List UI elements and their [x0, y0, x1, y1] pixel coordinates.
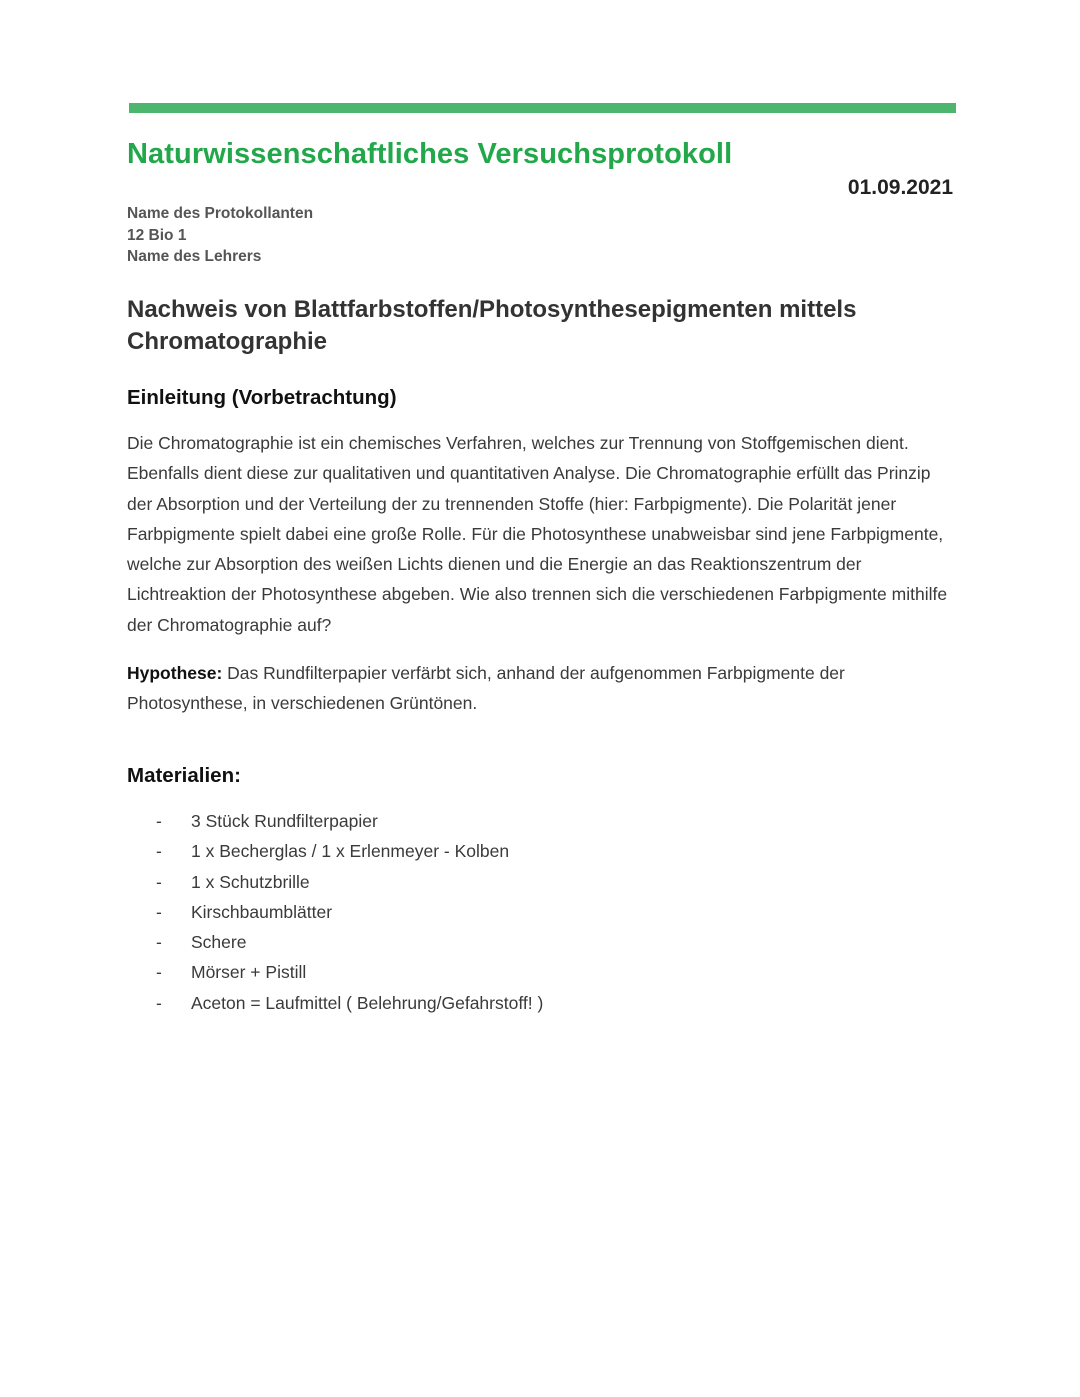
list-dash: - — [156, 932, 162, 953]
document-title: Naturwissenschaftliches Versuchsprotokoll — [127, 138, 733, 170]
list-dash: - — [156, 841, 162, 862]
materials-list — [156, 806, 543, 1018]
hypothesis-text: Das Rundfilterpapier verfärbt sich, anhand der aufgenommen Farbpigmente der Photosynthese, in verschiedenen Grüntönen. — [127, 663, 845, 714]
list-item-text: 1 x Becherglas / 1 x Erlenmeyer - Kolben — [191, 841, 510, 862]
document-date: 01.09.2021 — [847, 176, 953, 199]
list-item — [156, 867, 543, 897]
hypothesis-paragraph — [127, 658, 957, 719]
intro-paragraph: Die Chromatographie ist ein chemisches Verfahren, welches zur Trennung von Stoffgemischen dient. Ebenfalls dient diese zur qualitativen und quantitativen Analyse. Die Chromatographie erfüllt das Prinzip der Absorption und der Verteilung der zu trennenden Stoffe (hier: Farbpigmente). Die Polarität jener Farbpigmente spielt dabei eine große Rolle. Für die Photosynthese unabweisbar sind jene Farbpigmente, welche zur Absorption des weißen Lichts dienen und die Energie an das Reaktionszentrum der Lichtreaktion der Photosynthese abgeben. Wie also trennen sich die verschiedenen Farbpigmente mithilfe der Chromatographie auf? — [127, 433, 948, 635]
materials-heading: Materialien: — [127, 764, 241, 787]
list-item-text: Aceton = Laufmittel ( Belehrung/Gefahrstoff! ) — [191, 992, 544, 1013]
list-item — [156, 836, 543, 866]
list-item-text: Mörser + Pistill — [191, 962, 307, 983]
teacher-name: Name des Lehrers — [127, 248, 262, 265]
list-item — [156, 897, 543, 927]
list-dash: - — [156, 962, 162, 983]
experiment-title: Nachweis von Blattfarbstoffen/Photosynthesepigmenten mittels Chromatographie — [127, 296, 857, 355]
list-item — [156, 988, 543, 1018]
author-meta — [127, 203, 313, 268]
list-dash: - — [156, 992, 162, 1013]
header-rule — [129, 103, 956, 113]
list-dash: - — [156, 901, 162, 922]
intro-heading: Einleitung (Vorbetrachtung) — [127, 386, 397, 409]
list-dash: - — [156, 871, 162, 892]
list-item-text: 3 Stück Rundfilterpapier — [191, 811, 378, 831]
list-item — [156, 806, 543, 836]
list-item — [156, 927, 543, 957]
hypothesis-label: Hypothese: — [127, 663, 223, 683]
class-name: 12 Bio 1 — [127, 226, 187, 244]
author-name: Name des Protokollanten — [127, 205, 314, 222]
list-dash: - — [156, 811, 162, 831]
list-item — [156, 957, 543, 987]
list-item-text: Kirschbaumblätter — [191, 901, 333, 922]
list-item-text: Schere — [191, 932, 247, 953]
list-item-text: 1 x Schutzbrille — [191, 871, 310, 892]
